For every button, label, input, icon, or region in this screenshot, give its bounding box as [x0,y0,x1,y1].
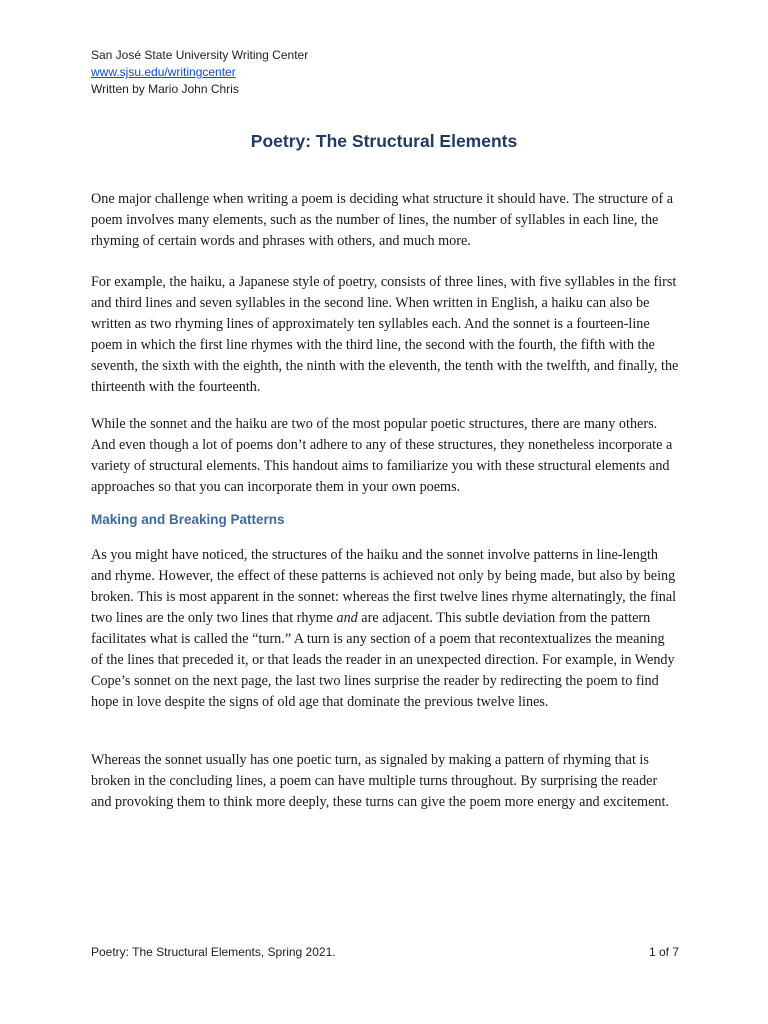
paragraph-examples: For example, the haiku, a Japanese style of poetry, consists of three lines, with five syllables in the first and third lines and seven syllables in the second line. When written in English, a haiku can also be written as two rhyming lines of approximately ten syllables each. And the sonnet is a fourteen-line poem in which the first line rhymes with the third line, the second with the fourth, the fifth with the seventh, the sixth with the eighth, the ninth with the eleventh, the tenth with the twelfth, and finally, the thirteenth with the fourteenth. [91,274,679,395]
author-line: Written by Mario John Chris [91,82,239,96]
footer-title: Poetry: The Structural Elements, Spring 2021. [91,945,336,959]
paragraph-patterns [91,545,679,713]
paragraph-turns: Whereas the sonnet usually has one poetic turn, as signaled by making a pattern of rhyming that is broken in the concluding lines, a poem can have multiple turns throughout. By surprising the reader and provoking them to think more deeply, these turns can give the poem more energy and excitement. [91,752,669,810]
document-header [91,47,308,98]
paragraph-structures: While the sonnet and the haiku are two of the most popular poetic structures, there are many others. And even though a lot of poems don’t adhere to any of these structures, they nonetheless incorporate a variety of structural elements. This handout aims to familiarize you with these structural elements and approaches so that you can incorporate them in your own poems. [91,416,673,495]
emphasis-and: and [336,610,358,626]
paragraph-patterns-part1: As you might have noticed, the structures of the haiku and the sonnet involve patterns in line-length and rhyme. However, the effect of these patterns is achieved not only by being made, but also by being broken. This is most apparent in the sonnet: whereas the first twelve lines rhyme alternatingly, the final two lines are the only two lines that rhyme [91,547,677,626]
paragraph-patterns-part2: are adjacent. This subtle deviation from the pattern facilitates what is called the “turn.” A turn is any section of a poem that recontextualizes the meaning of the lines that preceded it, or that leads the reader in an unexpected direction. For example, in Wendy Cope’s sonnet on the next page, the last two lines surprise the reader by redirecting the poem to find hope in love despite the signs of old age that dominate the previous twelve lines. [91,610,675,710]
paragraph-intro: One major challenge when writing a poem is deciding what structure it should have. The structure of a poem involves many elements, such as the number of lines, the number of syllables in each line, the rhyming of certain words and phrases with others, and much more. [91,191,674,249]
org-name: San José State University Writing Center [91,48,309,62]
page-title: Poetry: The Structural Elements [250,131,518,151]
section-heading: Making and Breaking Patterns [91,512,285,527]
page-footer [91,945,679,959]
page-number: 1 of 7 [648,945,679,959]
writing-center-link[interactable]: www.sjsu.edu/writingcenter [91,65,236,79]
